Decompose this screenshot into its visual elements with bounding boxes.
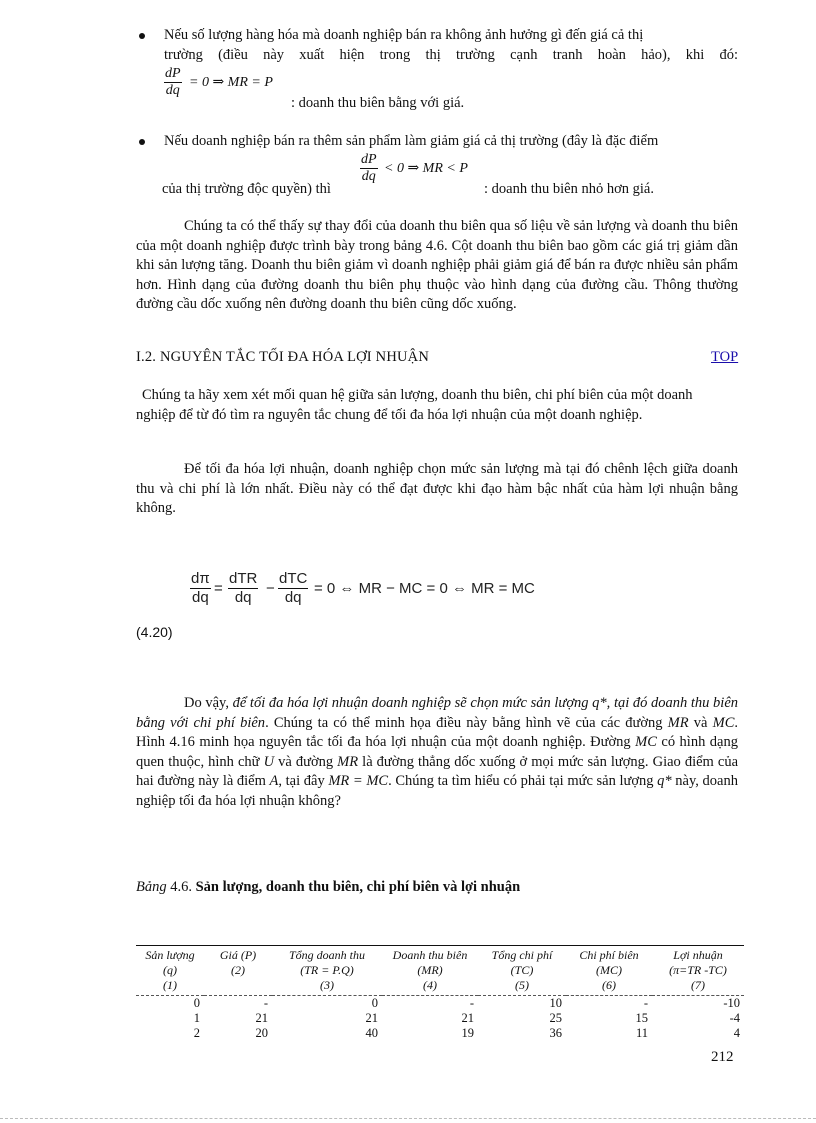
table-cell: 0	[371, 996, 378, 1010]
eq-frac-dpi-num: dπ	[191, 570, 210, 587]
table-header: (6)	[566, 978, 652, 996]
table-header: Lợi nhuận	[652, 946, 744, 964]
paragraph-maximize: Để tối đa hóa lợi nhuận, doanh nghiệp chọn mức sản lượng mà tại đó chênh lệch giữa doanh thu và chi phí là lớn nhất. Điều này có thể đạt được khi đạo hàm bậc nhất của hàm lợi nhuận bằng không.	[136, 461, 738, 516]
table-caption-number: 4.6.	[166, 879, 196, 895]
table-header: (MR)	[417, 963, 443, 977]
table-header: (7)	[652, 978, 744, 996]
bullet-1-frac-den: dq	[165, 83, 180, 98]
eq-frac-dtc-den: dq	[284, 589, 302, 606]
para4-part-8: là đường thẳng dốc xuống ở mọi mức sản lượng. Giao điểm của hai đường này là điểm	[136, 753, 739, 789]
para4-mr-eq-mc: MR = MC	[328, 773, 389, 789]
eq-frac-dpi	[190, 570, 211, 607]
table-header: (TC)	[510, 963, 534, 977]
page-number: 212	[711, 1049, 734, 1065]
table-cell: 19	[461, 1026, 474, 1040]
eq-frac-dpi-den: dq	[192, 589, 209, 606]
para4-part-7: và đường	[274, 753, 338, 770]
bullet-1-fraction	[164, 66, 182, 99]
bullet-2-fraction	[360, 152, 378, 185]
table-header: (3)	[272, 978, 382, 996]
table-header: Tổng doanh thu	[272, 946, 382, 964]
table-header-row-2	[136, 963, 744, 978]
table-cell: 21	[461, 1011, 474, 1025]
table-header: Tổng chi phí	[478, 946, 566, 964]
profit-max-equation	[190, 570, 570, 612]
eq-equals-1: =	[214, 580, 223, 597]
table-cell: 1	[193, 1011, 200, 1025]
eq-minus: −	[266, 580, 275, 597]
table-cell: 2	[193, 1026, 200, 1040]
table-cell: 0	[193, 996, 200, 1010]
para4-mc-2: MC	[635, 734, 657, 750]
para4-part-6: có hình dạng quen thuộc, hình chữ	[136, 734, 738, 770]
table-caption-label: Bảng	[136, 879, 167, 895]
table-caption	[136, 879, 520, 896]
table-header: (MC)	[596, 963, 622, 977]
eq-frac-dtc-num: dTC	[279, 570, 308, 587]
table-cell: 15	[635, 1011, 648, 1025]
table-header: (TR = P.Q)	[300, 963, 354, 977]
para4-part-9: , tại đây	[278, 773, 329, 789]
table-cell: 40	[365, 1026, 378, 1040]
bullet-2-frac-num: dP	[361, 152, 377, 167]
eq-frac-dtc	[278, 570, 308, 607]
paragraph-conclusion	[136, 694, 738, 811]
table-cell: -	[469, 996, 474, 1010]
table-header: Chi phí biên	[566, 946, 652, 964]
eq-frac-dtr	[228, 570, 258, 607]
table-header-row-3	[136, 978, 744, 996]
data-table	[136, 945, 744, 1041]
bullet-1-description: : doanh thu biên bằng với giá.	[291, 95, 465, 111]
table-header	[204, 978, 272, 996]
table-header: Sản lượng	[136, 946, 204, 964]
para4-q-star: q*	[657, 773, 672, 789]
equation-label: (4.20)	[136, 624, 173, 640]
table-cell: 11	[635, 1026, 648, 1040]
table-cell: -4	[729, 1011, 740, 1025]
table-cell: -10	[723, 996, 740, 1010]
para4-part-3: . Chúng ta có thể minh họa điều này bằng hình vẽ của các đường	[265, 714, 668, 731]
top-link[interactable]: TOP	[711, 349, 739, 365]
bullet-1-line-1: Nếu số lượng hàng hóa mà doanh nghiệp bán ra không ảnh hưởng gì đến giá cả thị	[164, 27, 644, 43]
paragraph-relationship: Chúng ta hãy xem xét mối quan hệ giữa sản lượng, doanh thu biên, chi phí biên của một doanh nghiệp để từ đó tìm ra nguyên tắc chung để tối đa hóa lợi nhuận của một doanh nghiệp.	[136, 387, 693, 423]
table-row	[136, 1026, 744, 1041]
bullet-1-dot	[139, 33, 145, 39]
page-bottom-divider	[0, 1118, 816, 1119]
para4-mr-2: MR	[337, 753, 359, 770]
table-cell: 4	[733, 1026, 740, 1040]
para4-point-a: A	[269, 773, 279, 789]
bullet-2-line-1: Nếu doanh nghiệp bán ra thêm sản phẩm làm giảm giá cả thị trường (đây là đặc điểm	[164, 133, 659, 149]
bullet-1-equation: = 0 ⇒ MR = P	[189, 75, 273, 90]
paragraph-marginal-revenue: Chúng ta có thể thấy sự thay đổi của doanh thu biên qua số liệu về sản lượng và doanh thu biên của một doanh nghiệp được trình bày trong bảng 4.6. Cột doanh thu biên bao gồm các giá trị giảm dần khi sản lượng tăng. Doanh thu biên giảm vì doanh nghiệp phải giảm giá để bán ra được nhiều sản phẩm hơn. Hình dạng của đường doanh thu biên phụ thuộc vào hình dạng của đường cầu. Thông thường đường cầu dốc xuống nên đường doanh thu biên cũng dốc xuống.	[136, 218, 738, 312]
para4-mc: MC	[712, 714, 735, 731]
table-header: (5)	[478, 978, 566, 996]
bullet-2-dot	[139, 139, 145, 145]
para4-part-4: và	[688, 714, 713, 731]
table-header: (4)	[382, 978, 478, 996]
table-header: Giá (P)	[204, 946, 272, 964]
eq-rest: = 0 ⇔ MR − MC = 0 ⇔ MR = MC	[314, 580, 535, 597]
table-header: (1)	[136, 978, 204, 996]
table-caption-title: Sản lượng, doanh thu biên, chi phí biên và lợi nhuận	[195, 879, 521, 895]
table-header: (2)	[231, 963, 245, 977]
bullet-2-equation: < 0 ⇒ MR < P	[384, 161, 468, 176]
table-cell: 10	[549, 996, 562, 1010]
table-header: (π=TR -TC)	[669, 963, 727, 977]
bullet-2-line-2: của thị trường độc quyền) thì	[162, 181, 331, 197]
section-heading: I.2. NGUYÊN TẮC TỐI ĐA HÓA LỢI NHUẬN	[136, 349, 430, 365]
bullet-1-line-2: trường (điều này xuất hiện trong thị trường cạnh tranh hoàn hảo), khi đó:	[164, 47, 738, 63]
bullet-2-frac-den: dq	[361, 169, 376, 184]
para4-u: U	[263, 753, 275, 770]
para4-mr: MR	[667, 714, 689, 731]
table-cell: 25	[549, 1011, 562, 1025]
table-cell: 36	[549, 1026, 562, 1040]
table-header: (q)	[163, 963, 177, 977]
table-row	[136, 996, 744, 1012]
para4-italic-rule: để tối đa hóa lợi nhuận doanh nghiệp sẽ chọn mức sản lượng q*, tại đó doanh thu biên bằng với chi phí biên	[136, 695, 739, 731]
table-cell: 21	[365, 1011, 378, 1025]
table-header-row-1	[136, 946, 744, 964]
eq-frac-dtr-num: dTR	[229, 570, 258, 587]
eq-frac-dtr-den: dq	[234, 589, 252, 606]
table-cell: 21	[255, 1011, 268, 1025]
table-cell: -	[643, 996, 648, 1010]
para4-part-5: . Hình 4.16 minh họa nguyên tắc tối đa hóa lợi nhuận của một doanh nghiệp. Đường	[136, 714, 738, 750]
bullet-1-frac-num: dP	[165, 66, 181, 81]
para4-part-10: . Chúng ta tìm hiểu có phải tại mức sản lượng	[388, 773, 658, 789]
bullet-2-description: : doanh thu biên nhỏ hơn giá.	[484, 181, 654, 197]
table-cell: 20	[255, 1026, 268, 1040]
para4-part-1: Do vậy,	[184, 695, 233, 711]
para4-part-11: này, doanh nghiệp tối đa hóa lợi nhuận không?	[136, 773, 738, 809]
table-header: Doanh thu biên	[382, 946, 478, 964]
table-cell: -	[263, 996, 268, 1010]
table-row	[136, 1011, 744, 1026]
